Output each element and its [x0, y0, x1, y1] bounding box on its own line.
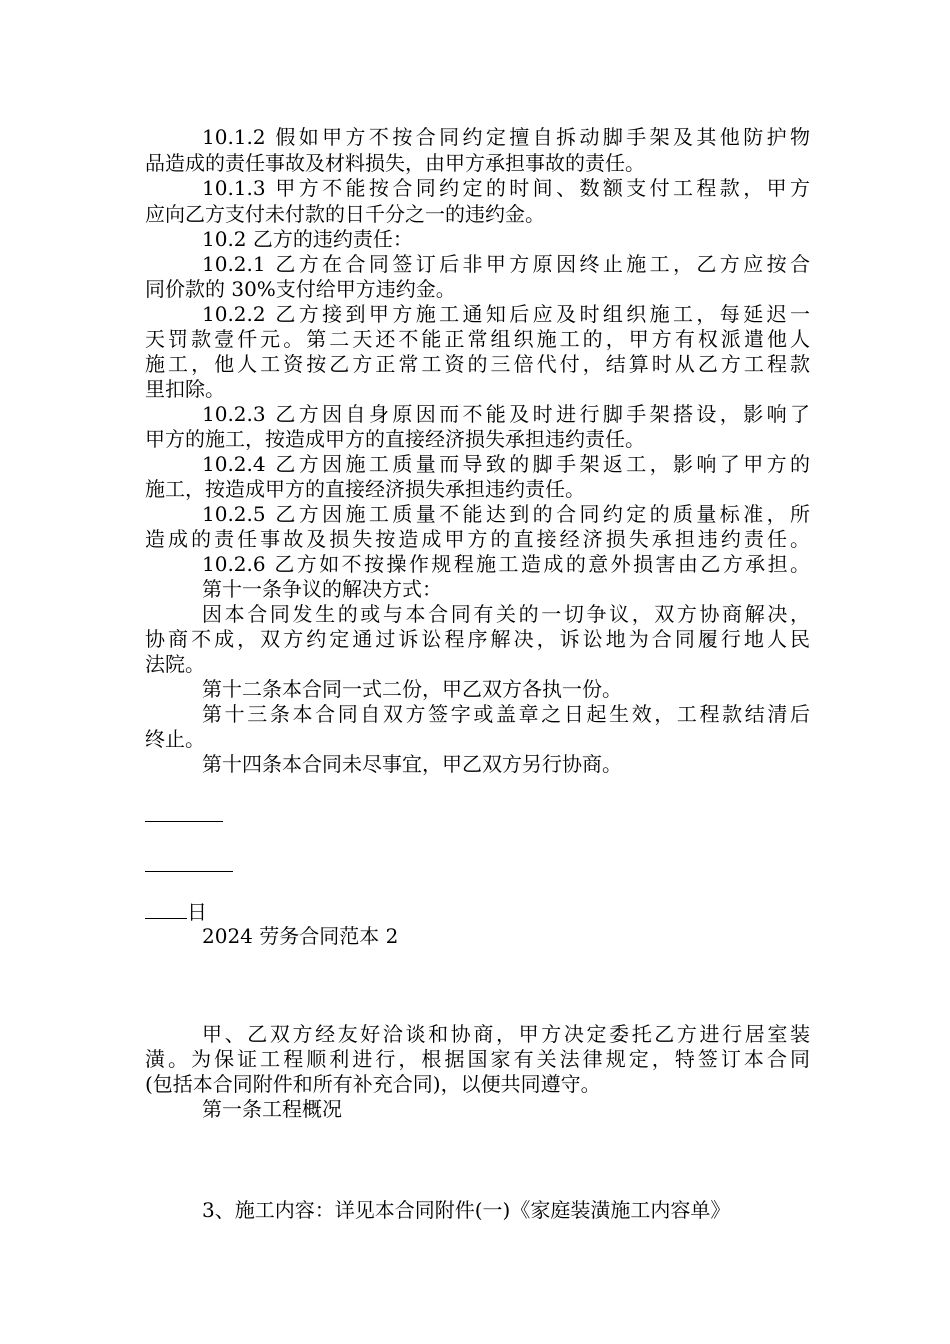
paragraph-line: 施工，他人工资按乙方正常工资的三倍代付，结算时从乙方工程款	[145, 352, 810, 376]
paragraph-line: 10.1.2 假如甲方不按合同约定擅自拆动脚手架及其他防护物	[202, 125, 810, 149]
paragraph-line: 甲方的施工，按造成甲方的直接经济损失承担违约责任。	[145, 427, 645, 451]
paragraph-line: 第十二条本合同一式二份，甲乙双方各执一份。	[202, 677, 622, 701]
signature-line-representative	[202, 826, 810, 852]
party-b-blank-cont[interactable]	[145, 801, 223, 822]
paragraph-line: 10.2.5 乙方因施工质量不能达到的合同约定的质量标准，所	[202, 502, 810, 526]
address-line	[202, 1122, 810, 1148]
paragraph-line: 协商不成，双方约定通过诉讼程序解决，诉讼地为合同履行地人民	[145, 627, 810, 651]
day-label-2: 日	[187, 900, 207, 924]
contractor-line	[202, 973, 810, 999]
paragraph-line: 10.2.6 乙方如不按操作规程施工造成的意外损害由乙方承担。	[202, 552, 810, 576]
paragraph-line: 10.1.3 甲方不能按合同约定的时间、数额支付工程款，甲方	[202, 176, 810, 200]
id-number-blank-cont[interactable]	[145, 851, 233, 872]
spec-line	[202, 1147, 810, 1173]
article-heading: 第一条工程概况	[202, 1097, 342, 1121]
paragraph-line: 施工，按造成甲方的直接经济损失承担违约责任。	[145, 477, 585, 501]
paragraph-line: 天罚款壹仟元。第二天还不能正常组织施工的，甲方有权派遣他人	[145, 327, 810, 351]
paragraph-line: 同价款的 30%支付给甲方违约金。	[145, 277, 456, 301]
paragraph-line: 第十四条本合同未尽事宜，甲乙双方另行协商。	[202, 752, 622, 776]
paragraph-line: 10.2 乙方的违约责任：	[202, 227, 413, 251]
paragraph-line: 10.2.1 乙方在合同签订后非甲方原因终止施工，乙方应按合	[202, 252, 810, 276]
day-blank-2-cont[interactable]	[145, 898, 187, 919]
paragraph-line: 造成的责任事故及损失按造成甲方的直接经济损失承担违约责任。	[145, 527, 810, 551]
area-line	[202, 1172, 810, 1198]
paragraph-line: 应向乙方支付未付款的日千分之一的违约金。	[145, 202, 545, 226]
paragraph-line: 里扣除。	[145, 377, 225, 401]
section-heading: 第十一条争议的解决方式：	[202, 577, 442, 601]
signature-line-continuation	[145, 801, 810, 827]
paragraph-line: 10.2.2 乙方接到甲方施工通知后应及时组织施工，每延迟一	[202, 302, 810, 326]
signature-line-parties	[202, 776, 810, 802]
paragraph-line: 10.2.4 乙方因施工质量而导致的脚手架返工，影响了甲方的	[202, 452, 810, 476]
paragraph-line: (包括本合同附件和所有补充合同)，以便共同遵守。	[145, 1072, 601, 1096]
date-line-continuation	[145, 898, 810, 924]
paragraph-line: 甲、乙双方经友好洽谈和协商，甲方决定委托乙方进行居室装	[202, 1022, 810, 1046]
paragraph-line: 法院。	[145, 652, 205, 676]
client-line	[202, 948, 810, 974]
contract-title: 2024 劳务合同范本 2	[202, 924, 399, 948]
content-line: 3、施工内容：详见本合同附件(一)《家庭装潢施工内容单》	[202, 1198, 731, 1222]
signature-line-continuation	[145, 851, 810, 877]
paragraph-line: 潢。为保证工程顺利进行，根据国家有关法律规定，特签订本合同	[145, 1047, 810, 1071]
paragraph-line: 第十三条本合同自双方签字或盖章之日起生效，工程款结清后	[202, 702, 810, 726]
paragraph-line: 10.2.3 乙方因自身原因而不能及时进行脚手架搭设，影响了	[202, 402, 810, 426]
paragraph-line: 因本合同发生的或与本合同有关的一切争议，双方协商解决，	[202, 602, 810, 626]
paragraph-line: 品造成的责任事故及材料损失，由甲方承担事故的责任。	[145, 151, 645, 175]
paragraph-line: 终止。	[145, 727, 205, 751]
